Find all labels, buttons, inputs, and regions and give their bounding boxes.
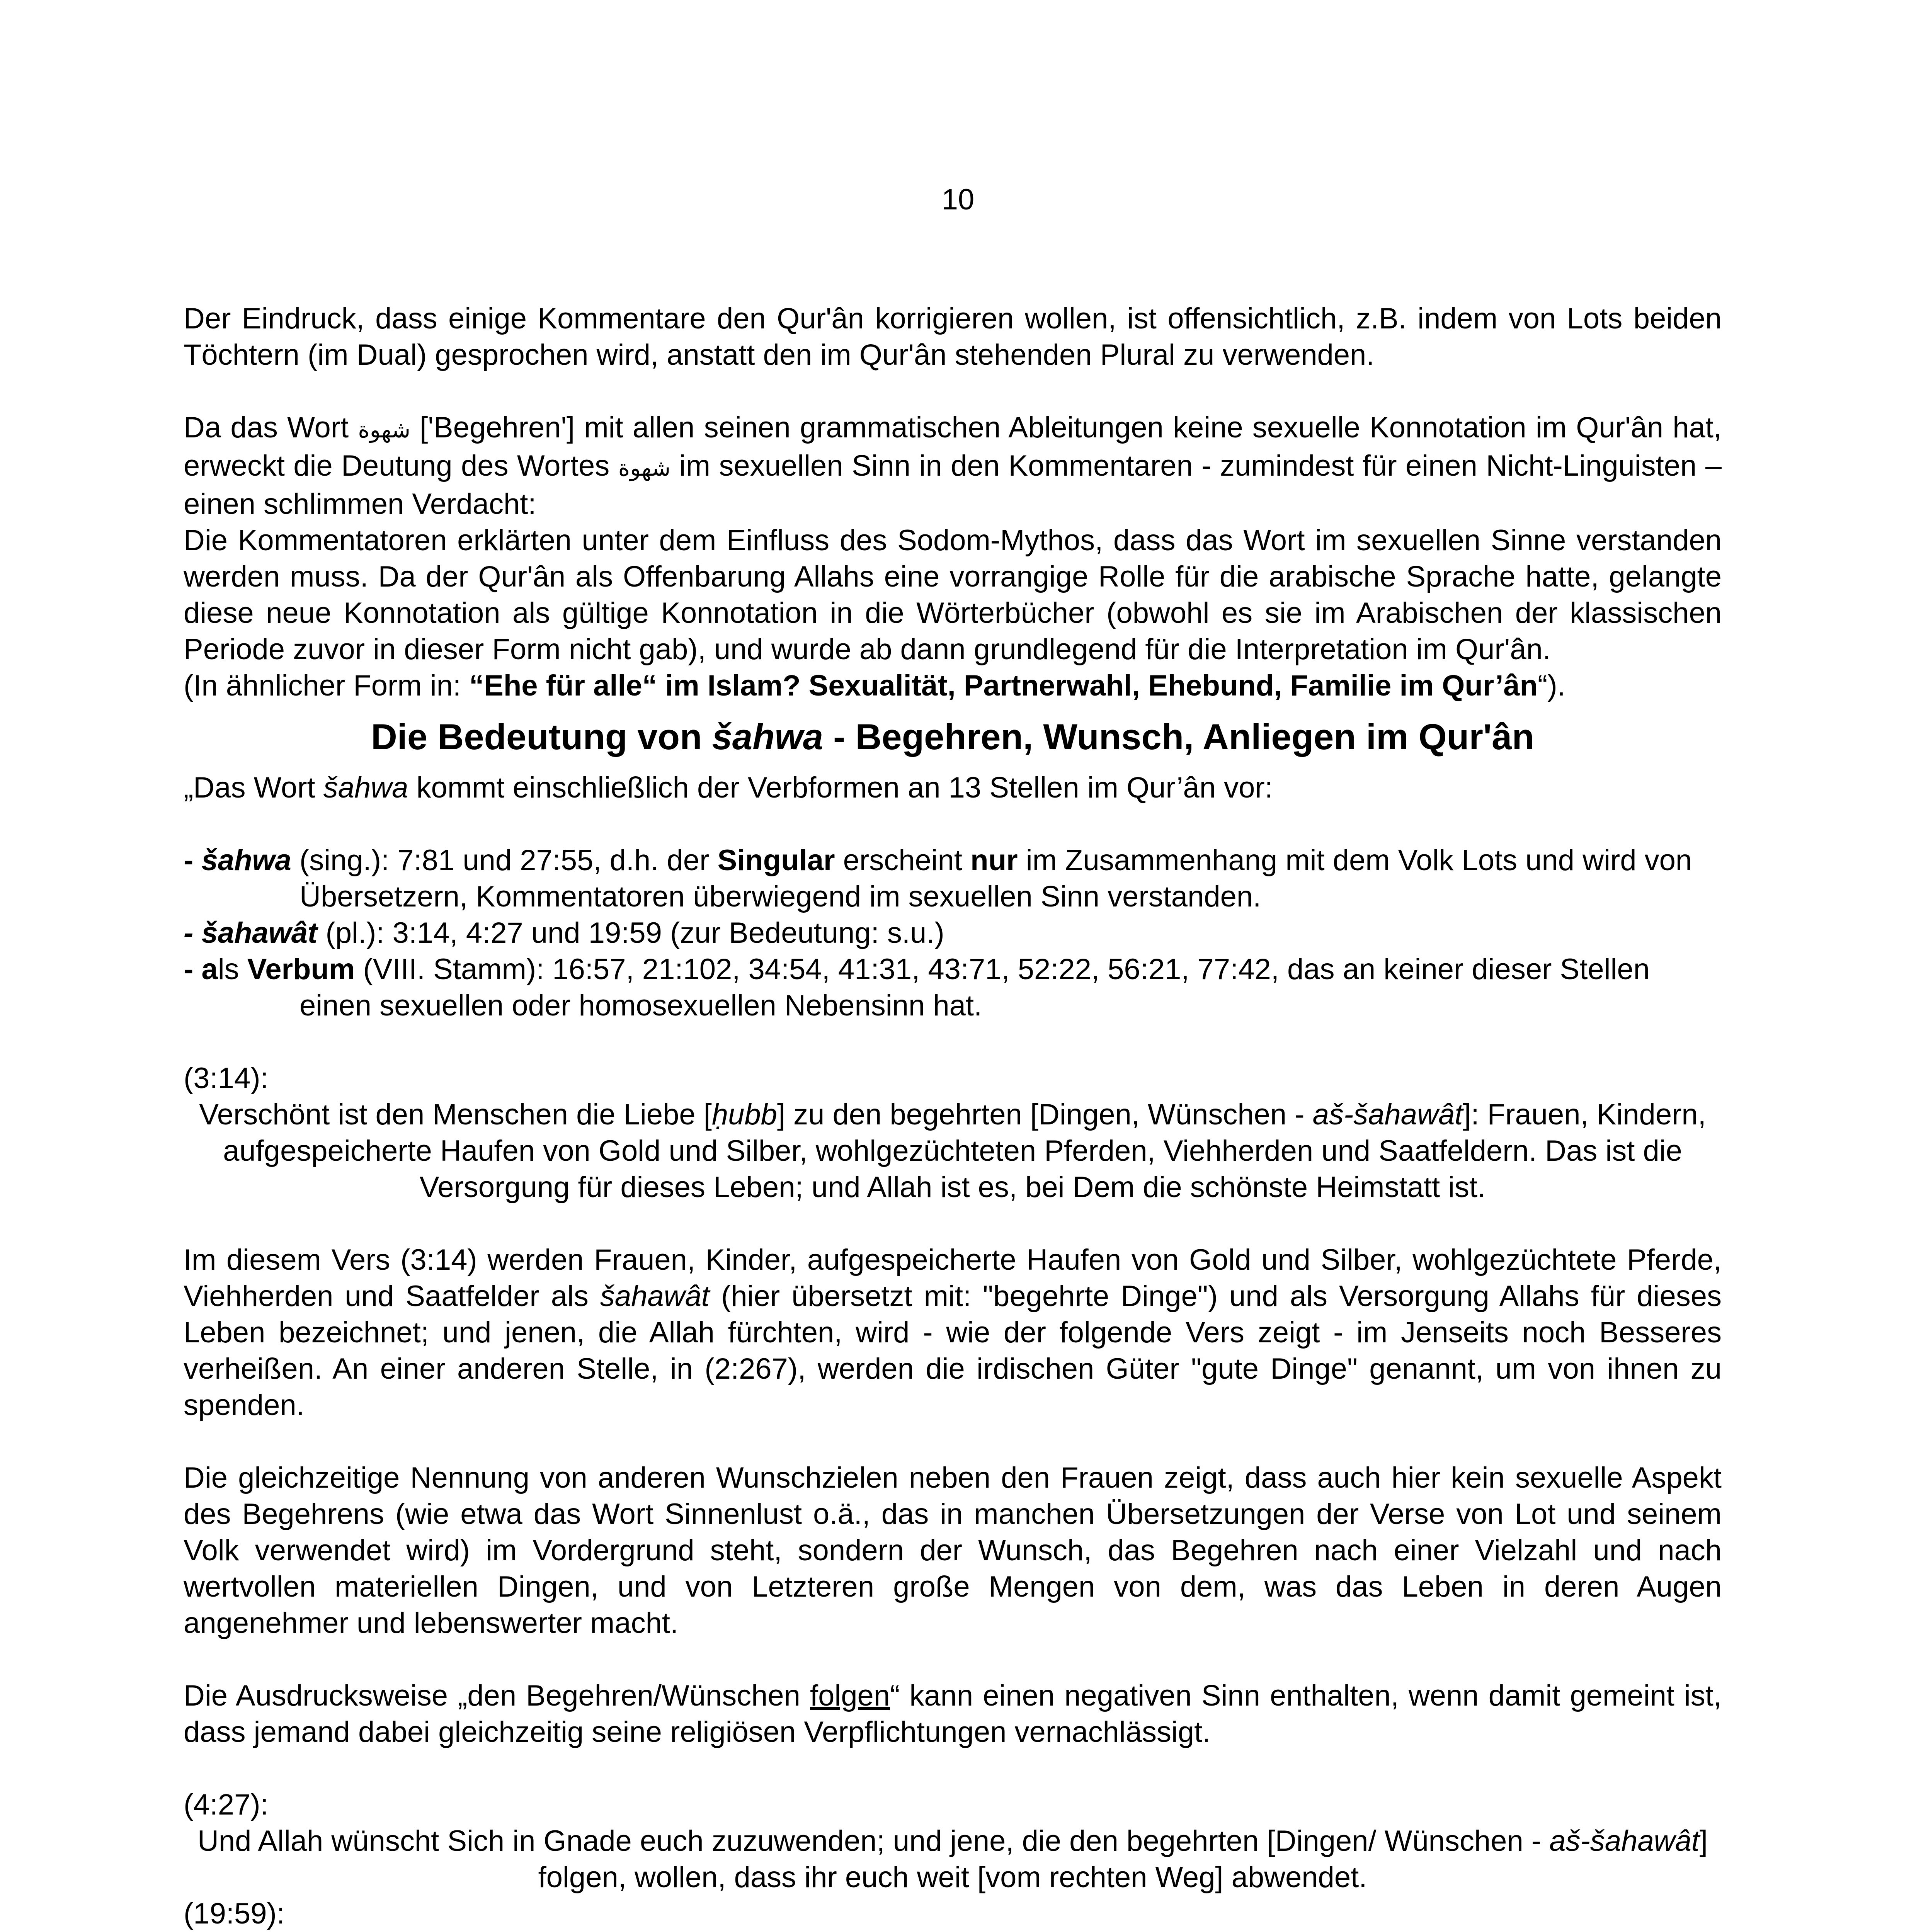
arabic-word: شهوة [618, 455, 671, 481]
paragraph-intro: „Das Wort šahwa kommt einschließlich der Verbformen an 13 Stellen im Qur’ân vor: [184, 771, 1273, 804]
verse-reference: (3:14): [184, 1062, 269, 1095]
verse-reference: (19:59): [184, 1897, 285, 1930]
page-number: 10 [941, 183, 975, 216]
list-item-plural: - šahawât (pl.): 3:14, 4:27 und 19:59 (zur Bedeutung: s.u.) [184, 917, 944, 949]
paragraph-expression: Die Ausdrucksweise „den Begehren/Wünschen folgen“ kann einen negativen Sinn enthalten, wenn damit gemeint ist, dass jemand dabei gleichzeitig seine religiösen Verpflichtungen vernachlässigt. [184, 1679, 1722, 1748]
arabic-word: شهوة [358, 417, 411, 443]
paragraph-verse-analysis: Im diesem Vers (3:14) werden Frauen, Kinder, aufgespeicherte Haufen von Gold und Silber, wohlgezüchtete Pferde, Viehherden und Saatfelder als šahawât (hier übersetzt mit: "begehrte Dinge") und als Versorgung Allahs für dieses Leben bezeichnet; und jenen, die Allah fürchten, wird - wie der folgende Vers zeigt - im Jenseits noch Besseres verheißen. An einer anderen Stelle, in (2:267), werden die irdischen Güter "gute Dinge" genannt, um von ihnen zu spenden. [184, 1243, 1722, 1422]
paragraph-wish-aims: Die gleichzeitige Nennung von anderen Wunschzielen neben den Frauen zeigt, dass auch hier kein sexuelle Aspekt des Begehrens (wie etwa das Wort Sinnenlust o.ä., das in manchen Übersetzungen der Verse von Lot und seinem Volk verwendet wird) im Vordergrund steht, sondern der Wunsch, das Begehren nach einer Vielzahl und nach wertvollen materiellen Dingen, und von Letzteren große Mengen von dem, was das Leben in deren Augen angenehmer und lebenswerter macht. [184, 1461, 1722, 1639]
list-item-verb: - als Verbum (VIII. Stamm): 16:57, 21:102, 34:54, 41:31, 43:71, 52:22, 56:21, 77:42, das an keiner dieser Stellen einen sexuellen oder homosexuellen Nebensinn hat. [184, 953, 1650, 1022]
page-body [184, 301, 1722, 1932]
section-heading: Die Bedeutung von šahwa - Begehren, Wunsch, Anliegen im Qur'ân [371, 716, 1534, 757]
paragraph-word-meaning: Da das Wort شهوة ['Begehren'] mit allen seinen grammatischen Ableitungen keine sexuelle Konnotation im Qur'ân hat, erweckt die Deutung des Wortes شهوة im sexuellen Sinn in den Kommentaren - zumindest für einen Nicht-Linguisten – einen schlimmen Verdacht: [184, 411, 1722, 520]
paragraph-commentators: Die Kommentatoren erklärten unter dem Einfluss des Sodom-Mythos, dass das Wort im sexuellen Sinne verstanden werden muss. Da der Qur'ân als Offenbarung Allahs eine vorrangige Rolle für die arabische Sprache hatte, gelangte diese neue Konnotation als gültige Konnotation in die Wörterbücher (obwohl es sie im Arabischen der klassischen Periode zuvor in dieser Form nicht gab), und wurde ab dann grundlegend für die Interpretation im Qur'ân. [184, 524, 1722, 666]
verse-quote: Und Allah wünscht Sich in Gnade euch zuzuwenden; und jene, die den begehrten [Dingen/ Wünschen - aš-šahawât] folgen, wollen, dass ihr euch weit [vom rechten Weg] abwendet. [197, 1825, 1708, 1894]
paragraph-commentary-impression: Der Eindruck, dass einige Kommentare den Qur'ân korrigieren wollen, ist offensichtlich, z.B. indem von Lots beiden Töchtern (im Dual) gesprochen wird, anstatt den im Qur'ân stehenden Plural zu verwenden. [184, 302, 1722, 371]
paragraph-source-reference: (In ähnlicher Form in: “Ehe für alle“ im Islam? Sexualität, Partnerwahl, Ehebund, Familie im Qur’ân“). [184, 669, 1565, 702]
book-title: “Ehe für alle“ im Islam? Sexualität, Partnerwahl, Ehebund, Familie im Qur’ân [469, 669, 1538, 702]
verse-reference: (4:27): [184, 1788, 269, 1821]
verse-quote: Verschönt ist den Menschen die Liebe [ḥubb] zu den begehrten [Dingen, Wünschen - aš-šahawât]: Frauen, Kindern, aufgespeicherte Haufen von Gold und Silber, wohlgezüchteten Pferden, Viehherden und Saatfeldern. Das ist die Versorgung für dieses Leben; und Allah ist es, bei Dem die schönste Heimstatt ist. [199, 1098, 1706, 1204]
list-item-singular: - šahwa (sing.): 7:81 und 27:55, d.h. der Singular erscheint nur im Zusammenhang mit dem Volk Lots und wird von Übersetzern, Kommentatoren überwiegend im sexuellen Sinn verstanden. [184, 844, 1692, 913]
